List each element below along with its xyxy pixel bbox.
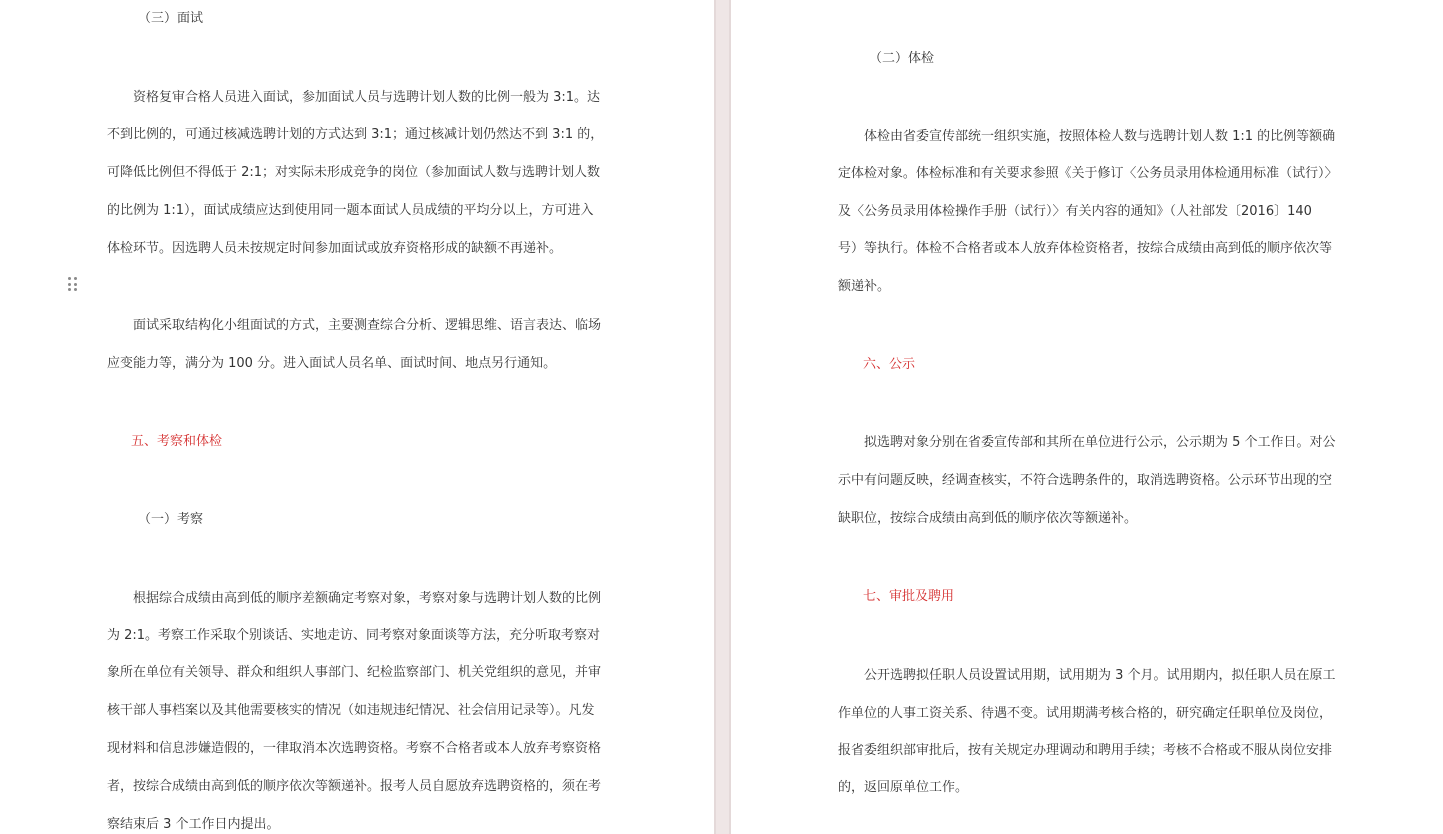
drag-handle-icon[interactable] (68, 277, 78, 293)
paragraph-line: 的比例为 1:1），面试成绩应达到使用同一题本面试人员成绩的平均分以上，方可进入 (107, 203, 594, 218)
section-heading-5: 五、考察和体检 (131, 434, 223, 449)
paragraph-line: 象所在单位有关领导、群众和组织人事部门、纪检监察部门、机关党组织的意见，并审 (107, 665, 602, 680)
paragraph-line: 核干部人事档案以及其他需要核实的情况（如违规违纪情况、社会信用记录等）。凡发 (107, 703, 595, 718)
paragraph-line: 示中有问题反映，经调查核实，不符合选聘条件的，取消选聘资格。公示环节出现的空 (838, 473, 1333, 488)
page-gutter-edge (714, 0, 716, 834)
paragraph-line: 为 2:1。考察工作采取个别谈话、实地走访、同考察对象面谈等方法，充分听取考察对 (107, 628, 601, 643)
paragraph-line: 面试采取结构化小组面试的方式，主要测查综合分析、逻辑思维、语言表达、临场 (133, 318, 602, 333)
paragraph-line: 拟选聘对象分别在省委宣传部和其所在单位进行公示，公示期为 5 个工作日。对公 (864, 435, 1336, 450)
paragraph-line: 作单位的人事工资关系、待遇不变。试用期满考核合格的，研究确定任职单位及岗位， (838, 706, 1333, 721)
subheading-interview: （三）面试 (138, 11, 204, 26)
paragraph-line: 根据综合成绩由高到低的顺序差额确定考察对象，考察对象与选聘计划人数的比例 (133, 591, 602, 606)
paragraph-line: 报省委组织部审批后，按有关规定办理调动和聘用手续；考核不合格或不服从岗位安排 (838, 743, 1333, 758)
paragraph-line-text: 资格复审合格人员进入面试，参加面试人员与选聘计划人数的比例一般为 3:1。达 (133, 90, 601, 105)
paragraph-line: 体检由省委宣传部统一组织实施，按照体检人数与选聘计划人数 1:1 的比例等额确 (864, 129, 1336, 144)
paragraph-line: 定体检对象。体检标准和有关要求参照《关于修订〈公务员录用体检通用标准（试行）〉 (838, 166, 1338, 181)
paragraph-line: 现材料和信息涉嫌造假的，一律取消本次选聘资格。考察不合格者或本人放弃考察资格 (107, 741, 602, 756)
paragraph-line: 不到比例的，可通过核减选聘计划的方式达到 3:1；通过核减计划仍然达不到 3:1 的， (107, 127, 604, 142)
paragraph-line: 察结束后 3 个工作日内提出。 (107, 817, 280, 832)
section-heading-6: 六、公示 (863, 357, 916, 372)
paragraph-line: 可降低比例但不得低于 2:1；对实际未形成竞争的岗位（参加面试人数与选聘计划人数 (107, 165, 601, 180)
paragraph-line: 公开选聘拟任职人员设置试用期，试用期为 3 个月。试用期内，拟任职人员在原工 (864, 668, 1336, 683)
paragraph-line: 缺职位，按综合成绩由高到低的顺序依次等额递补。 (838, 511, 1138, 526)
paragraph-line: 应变能力等，满分为 100 分。进入面试人员名单、面试时间、地点另行通知。 (107, 356, 557, 371)
paragraph-line: 额递补。 (838, 279, 891, 294)
document-page-right (731, 0, 1443, 834)
paragraph-line: 者，按综合成绩由高到低的顺序依次等额递补。报考人员自愿放弃选聘资格的，须在考 (107, 779, 602, 794)
paragraph-line: 体检环节。因选聘人员未按规定时间参加面试或放弃资格形成的缺额不再递补。 (107, 241, 563, 256)
subheading-physical: （二）体检 (869, 51, 935, 66)
paragraph-line: 号）等执行。体检不合格者或本人放弃体检资格者，按综合成绩由高到低的顺序依次等 (838, 241, 1333, 256)
paragraph-line: 的，返回原单位工作。 (838, 780, 969, 795)
paragraph-line (133, 89, 600, 107)
subheading-inspection: （一）考察 (138, 512, 204, 527)
section-heading-7: 七、审批及聘用 (863, 589, 955, 604)
paragraph-line: 及〈公务员录用体检操作手册（试行）〉有关内容的通知》（人社部发〔2016〕140 (838, 204, 1312, 219)
document-page-left (0, 0, 714, 834)
